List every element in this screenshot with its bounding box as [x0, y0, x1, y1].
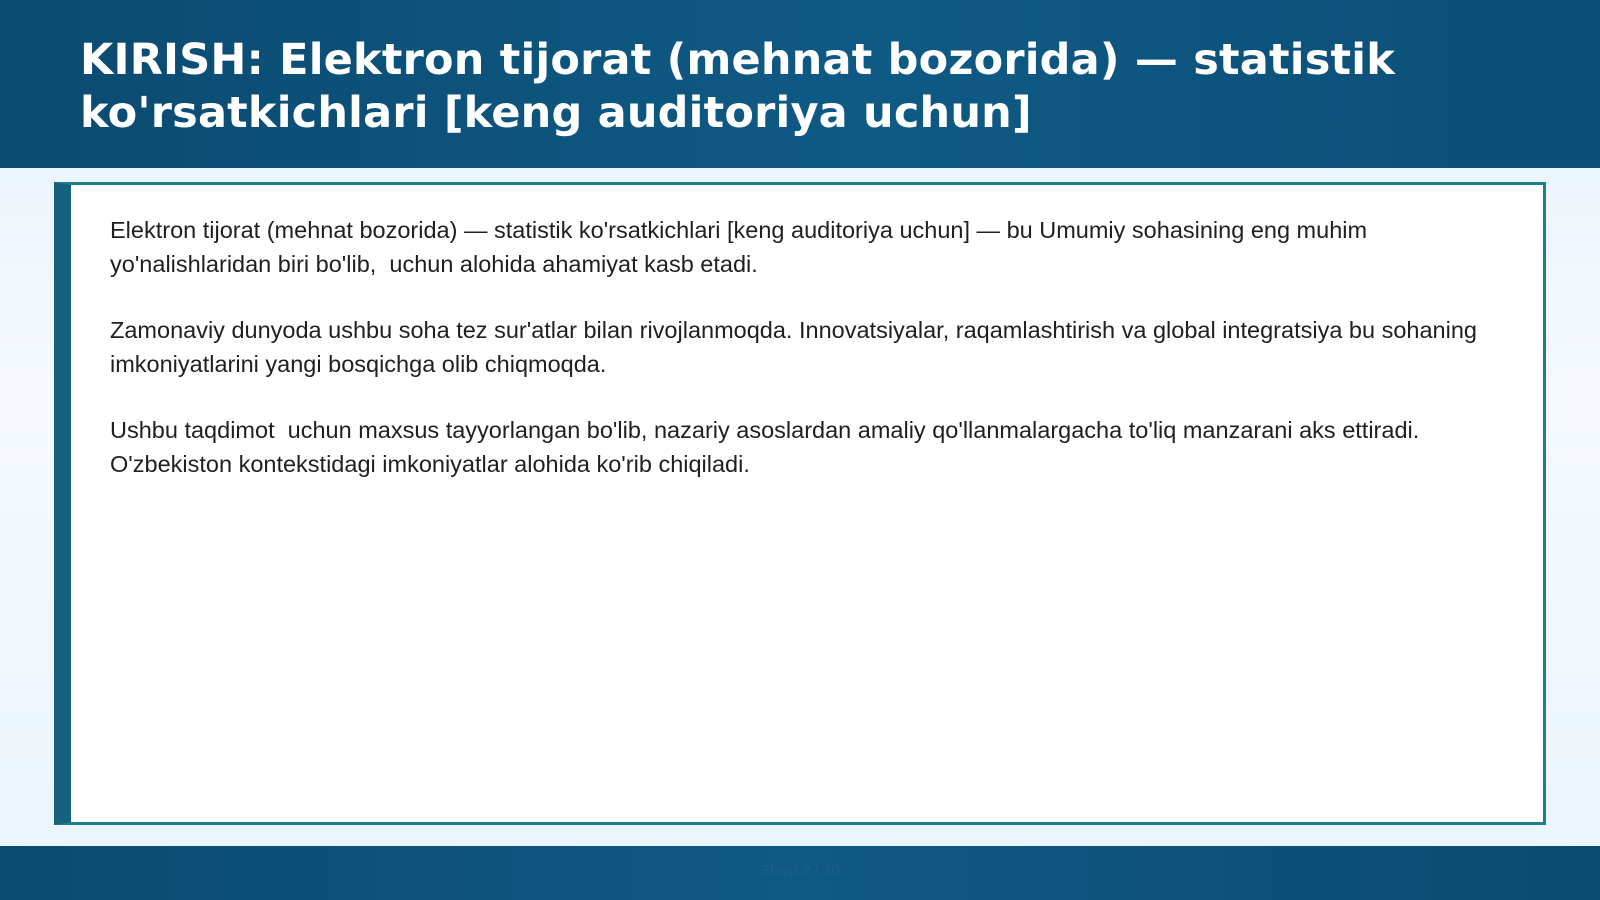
slide-header — [0, 0, 1600, 168]
paragraph-modern-world: Zamonaviy dunyoda ushbu soha tez sur'atlar bilan rivojlanmoqda. Innovatsiyalar, raqamlashtirish va global integratsiya bu sohaning imkoniyatlarini yangi bosqichga olib chiqmoqda. — [110, 317, 1484, 377]
slide-footer — [0, 846, 1600, 900]
slide-title: KIRISH: Elektron tijorat (mehnat bozorida) — statistik ko'rsatkichlari [keng auditoriya uchun] — [80, 35, 1395, 138]
paragraph-presentation: Ushbu taqdimot uchun maxsus tayyorlangan bo'lib, nazariy asoslardan amaliy qo'llanmalargacha to'liq manzarani aks ettiradi. O'zbekiston kontekstidagi imkoniyatlar alohida ko'rib chiqiladi. — [110, 417, 1426, 477]
slide-number: Slayd 2 / 30 — [760, 862, 840, 879]
paragraph-intro: Elektron tijorat (mehnat bozorida) — statistik ko'rsatkichlari [keng auditoriya uchun] — bu Umumiy sohasining eng muhim yo'nalishlaridan biri bo'lib, uchun alohida ahamiyat kasb etadi. — [110, 217, 1374, 277]
content-card — [54, 182, 1546, 825]
content-body — [110, 213, 1510, 513]
